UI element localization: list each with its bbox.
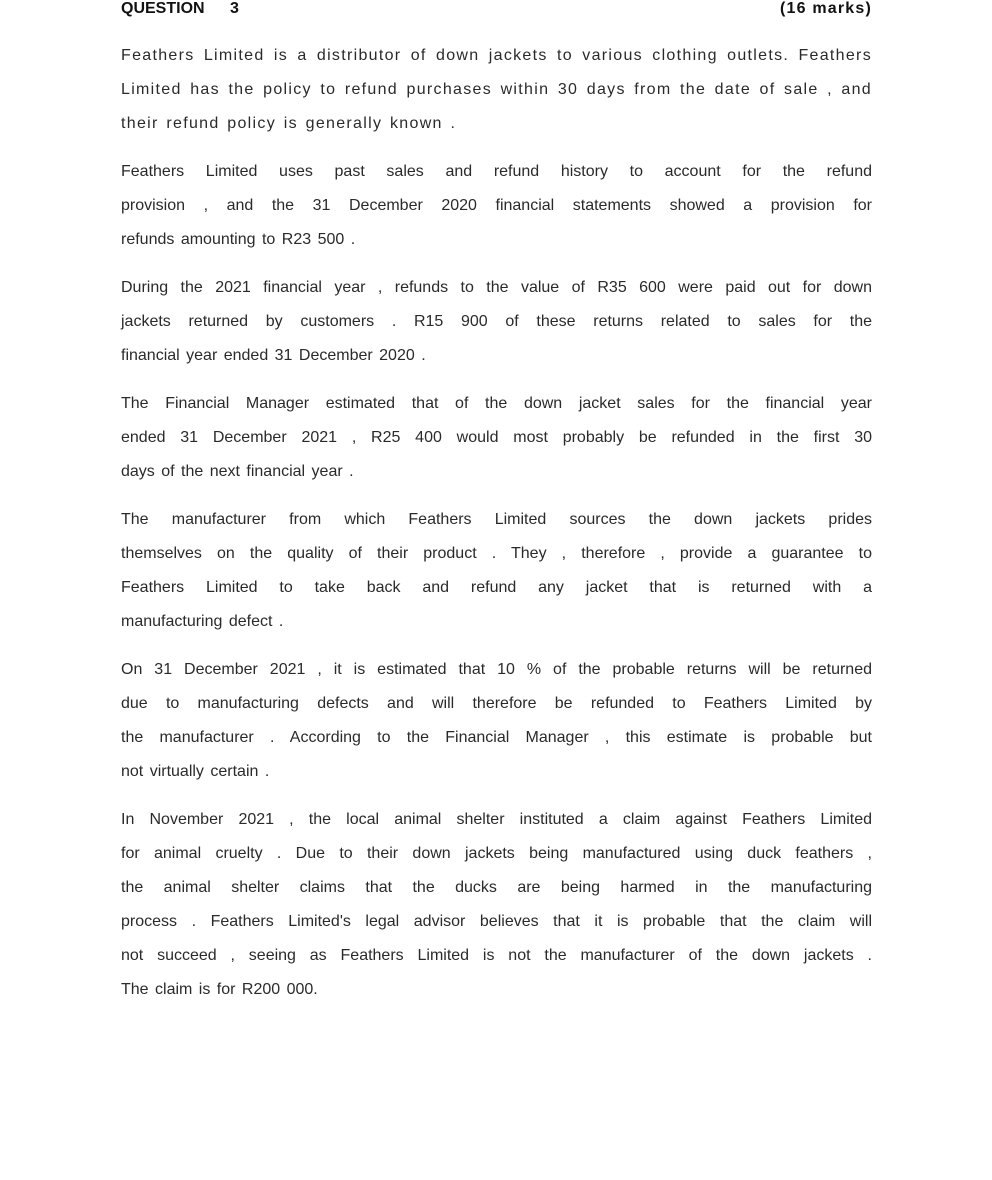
- paragraph-line: not virtually certain .: [121, 763, 270, 780]
- paragraph-line: Feathers Limited to take back and refund any jacket that is returned with a: [121, 579, 872, 596]
- paragraph-line: During the 2021 financial year , refunds to the value of R35 600 were paid out for down: [121, 279, 872, 296]
- question-label: QUESTION: [121, 0, 205, 17]
- paragraph-line: ended 31 December 2021 , R25 400 would most probably be refunded in the first 30: [121, 429, 872, 446]
- question-header: [121, 0, 872, 20]
- paragraph-line: The claim is for R200 000.: [121, 981, 318, 998]
- paragraph-line: financial year ended 31 December 2020 .: [121, 347, 426, 364]
- paragraph-line: for animal cruelty . Due to their down jackets being manufactured using duck feathers ,: [121, 845, 872, 862]
- paragraph-line: The manufacturer from which Feathers Limited sources the down jackets prides: [121, 511, 872, 528]
- paragraph-line: In November 2021 , the local animal shelter instituted a claim against Feathers Limited: [121, 811, 872, 828]
- paragraph-line: not succeed , seeing as Feathers Limited is not the manufacturer of the down jackets .: [121, 947, 872, 964]
- paragraph-line: provision , and the 31 December 2020 financial statements showed a provision for: [121, 197, 872, 214]
- paragraph: [121, 46, 872, 148]
- question-body: [121, 46, 872, 1028]
- paragraph-line: themselves on the quality of their product . They , therefore , provide a guarantee to: [121, 545, 872, 562]
- paragraph-line: On 31 December 2021 , it is estimated that 10 % of the probable returns will be returned: [121, 661, 872, 678]
- question-marks: (16 marks): [779, 0, 872, 17]
- question-number: 3: [230, 0, 239, 17]
- paragraph: [121, 394, 872, 496]
- paragraph: [121, 510, 872, 646]
- paragraph-line: their refund policy is generally known .: [121, 115, 457, 132]
- paragraph-line: the animal shelter claims that the ducks are being harmed in the manufacturing: [121, 879, 872, 896]
- paragraph-line: the manufacturer . According to the Financial Manager , this estimate is probable but: [121, 729, 872, 746]
- paragraph: [121, 162, 872, 264]
- paragraph-line: jackets returned by customers . R15 900 of these returns related to sales for the: [121, 313, 872, 330]
- paragraph-line: process . Feathers Limited's legal advisor believes that it is probable that the claim will: [121, 913, 872, 930]
- paragraph-line: days of the next financial year .: [121, 463, 354, 480]
- paragraph-line: Feathers Limited is a distributor of down jackets to various clothing outlets. Feathers: [121, 47, 872, 64]
- paragraph-line: manufacturing defect .: [121, 613, 284, 630]
- paragraph: [121, 810, 872, 1014]
- paragraph-line: Limited has the policy to refund purchases within 30 days from the date of sale , and: [121, 81, 872, 98]
- paragraph: [121, 660, 872, 796]
- paragraph: [121, 278, 872, 380]
- paragraph-line: due to manufacturing defects and will therefore be refunded to Feathers Limited by: [121, 695, 872, 712]
- paragraph-line: refunds amounting to R23 500 .: [121, 231, 356, 248]
- paragraph-line: The Financial Manager estimated that of the down jacket sales for the financial year: [121, 395, 872, 412]
- paragraph-line: Feathers Limited uses past sales and refund history to account for the refund: [121, 163, 872, 180]
